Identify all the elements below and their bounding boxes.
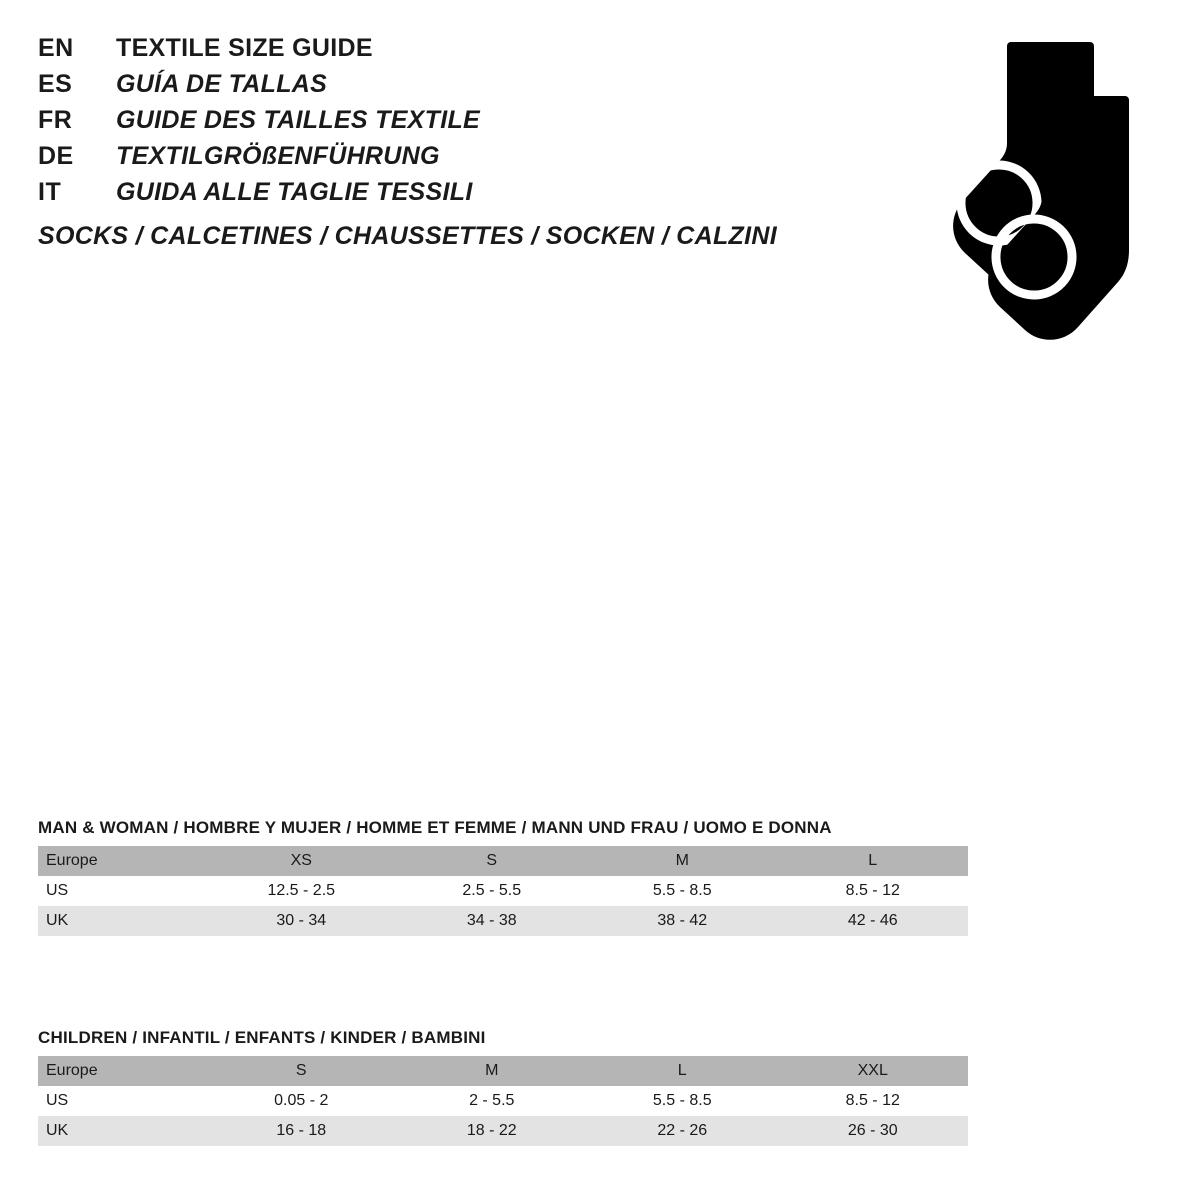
cell: M	[397, 1056, 588, 1086]
cell: 38 - 42	[587, 906, 778, 936]
table-row	[38, 846, 968, 876]
table-row	[38, 1086, 968, 1116]
cell: 18 - 22	[397, 1116, 588, 1146]
language-code: IT	[38, 178, 62, 206]
cell: S	[397, 846, 588, 876]
language-row-fr	[38, 104, 738, 136]
language-code: ES	[38, 70, 73, 98]
language-code: FR	[38, 106, 73, 134]
language-row-de	[38, 140, 738, 172]
table-row	[38, 876, 968, 906]
cell: 2 - 5.5	[397, 1086, 588, 1116]
language-code: EN	[38, 34, 74, 62]
table-row	[38, 1056, 968, 1086]
row-label: US	[38, 876, 206, 906]
section-title: CHILDREN / INFANTIL / ENFANTS / KINDER / BAMBINI	[38, 1028, 486, 1047]
cell: S	[206, 1056, 397, 1086]
language-code: DE	[38, 142, 74, 170]
cell: 34 - 38	[397, 906, 588, 936]
table-row	[38, 1116, 968, 1146]
language-row-it	[38, 176, 738, 208]
language-title: TEXTILE SIZE GUIDE	[116, 34, 373, 62]
cell: M	[587, 846, 778, 876]
cell: 2.5 - 5.5	[397, 876, 588, 906]
language-title: GUÍA DE TALLAS	[116, 70, 328, 98]
table	[38, 846, 968, 936]
language-title: GUIDA ALLE TAGLIE TESSILI	[116, 178, 473, 206]
language-row-en	[38, 32, 738, 64]
cell: 8.5 - 12	[778, 1086, 969, 1116]
cell: 5.5 - 8.5	[587, 1086, 778, 1116]
table	[38, 1056, 968, 1146]
cell: 0.05 - 2	[206, 1086, 397, 1116]
row-label: Europe	[38, 1056, 206, 1086]
cell: XS	[206, 846, 397, 876]
row-label: US	[38, 1086, 206, 1116]
cell: L	[778, 846, 969, 876]
cell: 22 - 26	[587, 1116, 778, 1146]
language-row-es	[38, 68, 738, 100]
cell: 30 - 34	[206, 906, 397, 936]
language-list	[38, 32, 738, 212]
cell: 12.5 - 2.5	[206, 876, 397, 906]
language-title: TEXTILGRÖßENFÜHRUNG	[116, 142, 440, 170]
cell: 16 - 18	[206, 1116, 397, 1146]
socks-illustration	[800, 20, 1140, 360]
cell: 8.5 - 12	[778, 876, 969, 906]
cell: 42 - 46	[778, 906, 969, 936]
cell: L	[587, 1056, 778, 1086]
row-label: UK	[38, 906, 206, 936]
cell: 5.5 - 8.5	[587, 876, 778, 906]
row-label: Europe	[38, 846, 206, 876]
cell: 26 - 30	[778, 1116, 969, 1146]
table-row	[38, 906, 968, 936]
cell: XXL	[778, 1056, 969, 1086]
language-title: GUIDE DES TAILLES TEXTILE	[116, 106, 481, 134]
size-table-children	[38, 1028, 968, 1146]
row-label: UK	[38, 1116, 206, 1146]
size-table-man-woman	[38, 818, 968, 936]
product-category-line: SOCKS / CALCETINES / CHAUSSETTES / SOCKEN / CALZINI	[38, 222, 777, 250]
section-title: MAN & WOMAN / HOMBRE Y MUJER / HOMME ET FEMME / MANN UND FRAU / UOMO E DONNA	[38, 818, 832, 837]
